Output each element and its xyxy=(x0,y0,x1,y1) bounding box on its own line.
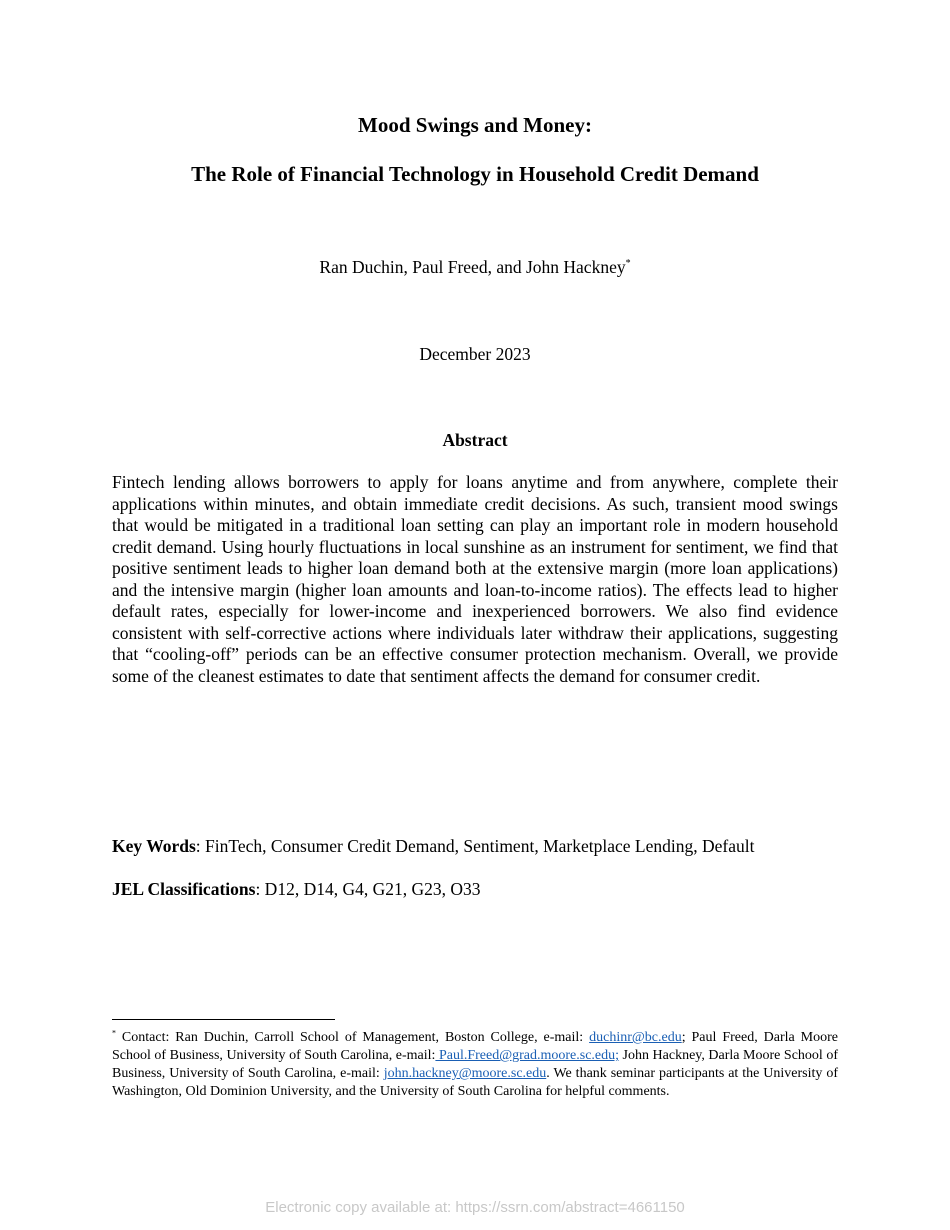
keywords-label: Key Words xyxy=(112,836,196,856)
footnote-marker: * xyxy=(112,1028,116,1038)
paper-title-line-1: Mood Swings and Money: xyxy=(358,113,592,137)
footnote-text-3: John Hackney, Darla Moore School of Business, University of South Carolina, e-mail: xyxy=(112,1048,838,1081)
author-list xyxy=(0,257,950,278)
footnote-text-4: . We thank seminar participants at the University of Washington, Old Dominion University, and the University of South Carolina for helpful comments. xyxy=(112,1066,838,1099)
jel-value: : D12, D14, G4, G21, G23, O33 xyxy=(255,879,481,899)
jel-label: JEL Classifications xyxy=(112,879,256,899)
authors-text: Ran Duchin, Paul Freed, and John Hackney xyxy=(319,257,626,277)
footnote-divider xyxy=(112,1019,335,1020)
keywords-line xyxy=(112,836,838,857)
paper-date: December 2023 xyxy=(419,344,531,364)
footnote xyxy=(112,1029,838,1101)
email-link-hackney[interactable]: john.hackney@moore.sc.edu xyxy=(383,1066,547,1081)
abstract-body: Fintech lending allows borrowers to apply for loans anytime and from anywhere, complete their applications within minutes, and obtain immediate credit decisions. As such, transient mood swings that would be mitigated in a traditional loan setting can play an important role in modern household credit demand. Using hourly fluctuations in local sunshine as an instrument for sentiment, we find that positive sentiment leads to higher loan demand both at the extensive margin (more loan applications) and the intensive margin (higher loan amounts and loan-to-income ratios). The effects lead to higher default rates, especially for lower-income and inexperienced borrowers. We also find evidence consistent with self-corrective actions where individuals later withdraw their applications, suggesting that “cooling-off” periods can be an effective consumer protection mechanism. Overall, we provide some of the cleanest estimates to date that sentiment affects the demand for consumer credit. xyxy=(112,472,838,686)
keywords-value: : FinTech, Consumer Credit Demand, Sentiment, Marketplace Lending, Default xyxy=(195,836,755,856)
paper-title-line-2: The Role of Financial Technology in Household Credit Demand xyxy=(191,162,759,186)
footnote-text-1: Contact: Ran Duchin, Carroll School of Management, Boston College, e-mail: xyxy=(116,1030,590,1045)
email-link-freed[interactable]: Paul.Freed@grad.moore.sc.edu; xyxy=(435,1048,620,1063)
abstract-heading: Abstract xyxy=(442,430,508,450)
jel-line xyxy=(112,879,838,900)
ssrn-watermark: Electronic copy available at: https://ssrn.com/abstract=4661150 xyxy=(265,1199,685,1216)
author-footnote-marker: * xyxy=(625,258,631,270)
email-link-duchin[interactable]: duchinr@bc.edu xyxy=(589,1030,682,1045)
footnote-text-2: ; Paul Freed, Darla Moore School of Business, University of South Carolina, e-mail: xyxy=(112,1030,838,1063)
